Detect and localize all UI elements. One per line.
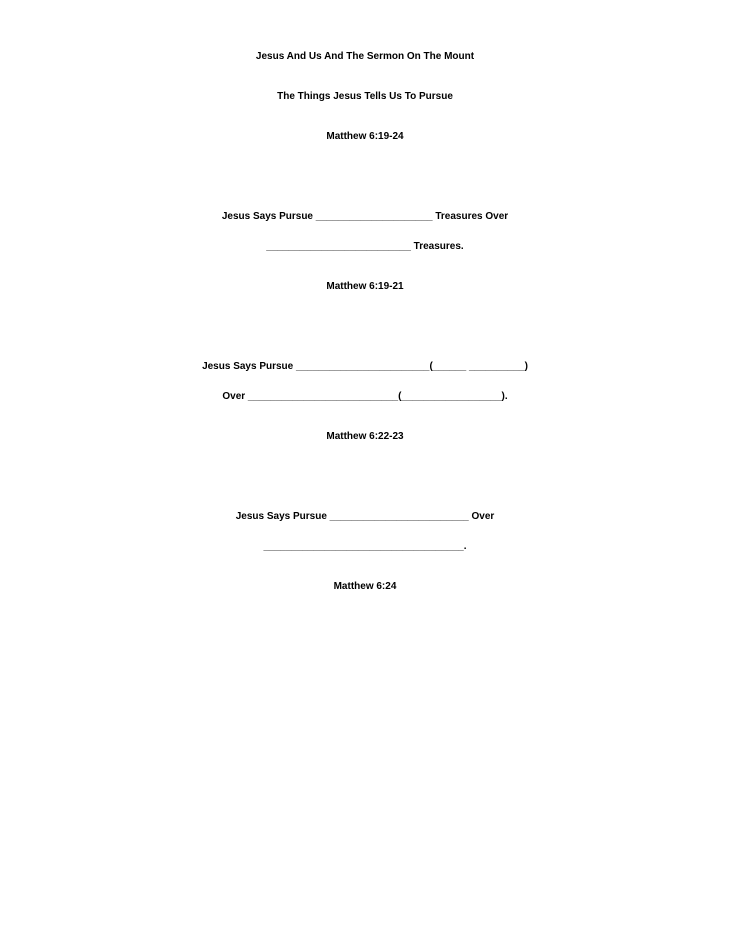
fill-in-line: __________________________ Treasures. bbox=[266, 241, 464, 252]
fill-in-line: Jesus Says Pursue _________________________ Over bbox=[235, 511, 495, 522]
worksheet-title: Jesus And Us And The Sermon On The Mount bbox=[255, 51, 475, 62]
fill-in-line: Jesus Says Pursue ________________________(______ __________) bbox=[202, 361, 528, 372]
fill-in-line: Over ___________________________(__________________). bbox=[222, 391, 508, 402]
scripture-reference: Matthew 6:24 bbox=[333, 581, 397, 592]
scripture-reference: Matthew 6:19-21 bbox=[326, 281, 404, 292]
scripture-reference: Matthew 6:22-23 bbox=[326, 431, 404, 442]
main-scripture-reference: Matthew 6:19-24 bbox=[326, 131, 404, 142]
worksheet-subtitle: The Things Jesus Tells Us To Pursue bbox=[277, 91, 453, 102]
fill-in-line: Jesus Says Pursue _____________________ Treasures Over bbox=[221, 211, 509, 222]
fill-in-line: ____________________________________. bbox=[263, 541, 467, 552]
